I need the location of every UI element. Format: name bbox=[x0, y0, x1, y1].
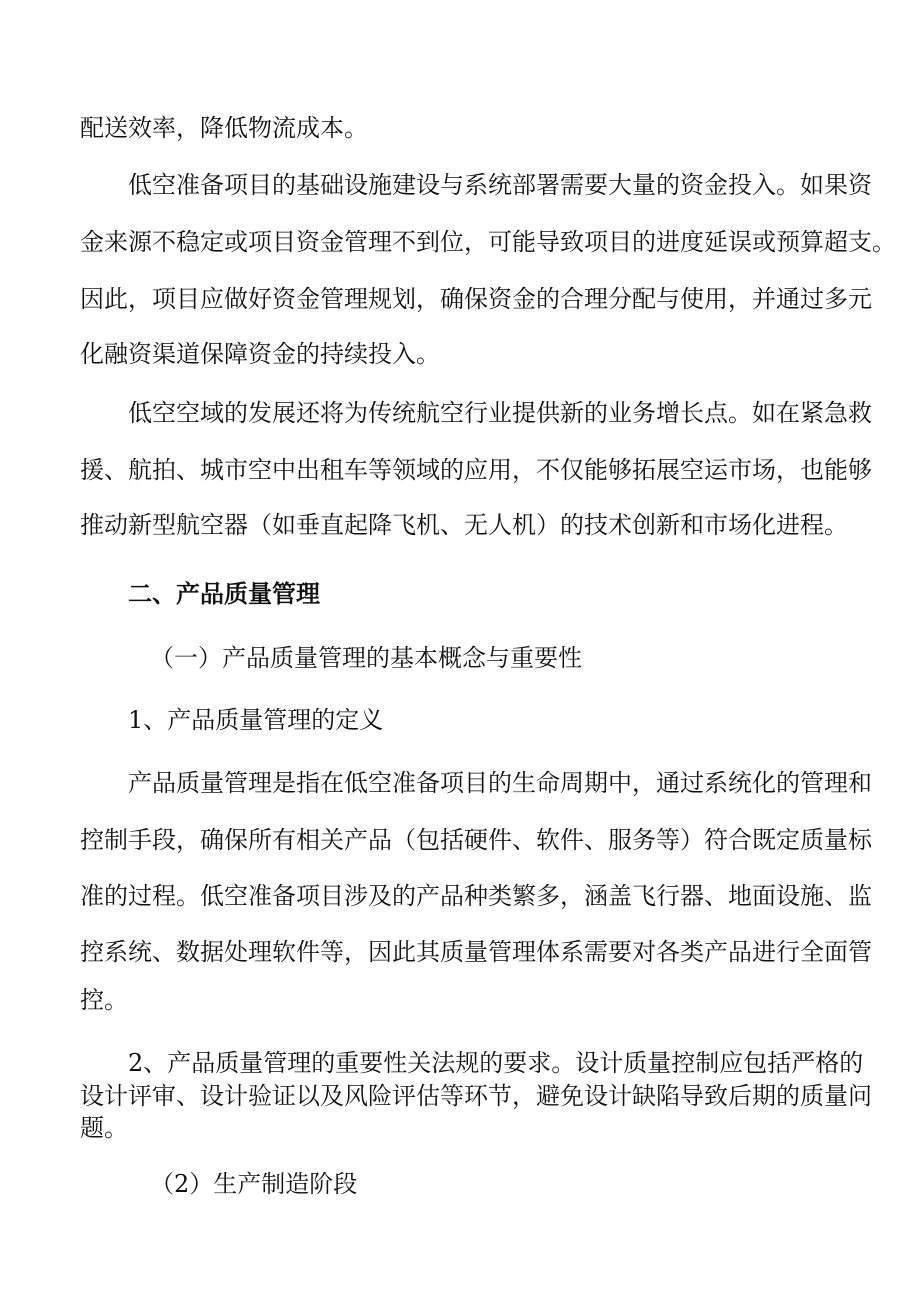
subsection-heading: （一）产品质量管理的基本概念与重要性 bbox=[150, 644, 582, 672]
text-line: 控系统、数据处理软件等，因此其质量管理体系需要对各类产品进行全面管 bbox=[80, 938, 872, 966]
text-line: 产品质量管理是指在低空准备项目的生命周期中，通过系统化的管理和 bbox=[128, 769, 872, 797]
text-line: 准的过程。低空准备项目涉及的产品种类繁多，涵盖飞行器、地面设施、监 bbox=[80, 882, 872, 910]
text-line: 金来源不稳定或项目资金管理不到位，可能导致项目的进度延误或预算超支。 bbox=[80, 228, 896, 256]
text-line: 援、航拍、城市空中出租车等领域的应用，不仅能够拓展空运市场，也能够 bbox=[80, 456, 872, 484]
text-line: 配送效率，降低物流成本。 bbox=[80, 114, 368, 142]
subitem-heading: （2）生产制造阶段 bbox=[150, 1170, 358, 1198]
text-line: 控。 bbox=[80, 986, 128, 1014]
text-line: 设计评审、设计验证以及风险评估等环节，避免设计缺陷导致后期的质量问 bbox=[80, 1082, 872, 1110]
text-line: 低空空域的发展还将为传统航空行业提供新的业务增长点。如在紧急救 bbox=[128, 399, 872, 427]
text-line: 2、产品质量管理的重要性关法规的要求。设计质量控制应包括严格的 bbox=[128, 1049, 864, 1077]
text-line: 推动新型航空器（如垂直起降飞机、无人机）的技术创新和市场化进程。 bbox=[80, 511, 848, 539]
text-line: 低空准备项目的基础设施建设与系统部署需要大量的资金投入。如果资 bbox=[128, 171, 872, 199]
text-line: 因此，项目应做好资金管理规划，确保资金的合理分配与使用，并通过多元 bbox=[80, 285, 872, 313]
text-line: 题。 bbox=[80, 1114, 128, 1142]
section-heading: 二、产品质量管理 bbox=[128, 579, 320, 608]
item-heading: 1、产品质量管理的定义 bbox=[128, 706, 384, 734]
text-line: 控制手段，确保所有相关产品（包括硬件、软件、服务等）符合既定质量标 bbox=[80, 826, 872, 854]
text-line: 化融资渠道保障资金的持续投入。 bbox=[80, 340, 440, 368]
